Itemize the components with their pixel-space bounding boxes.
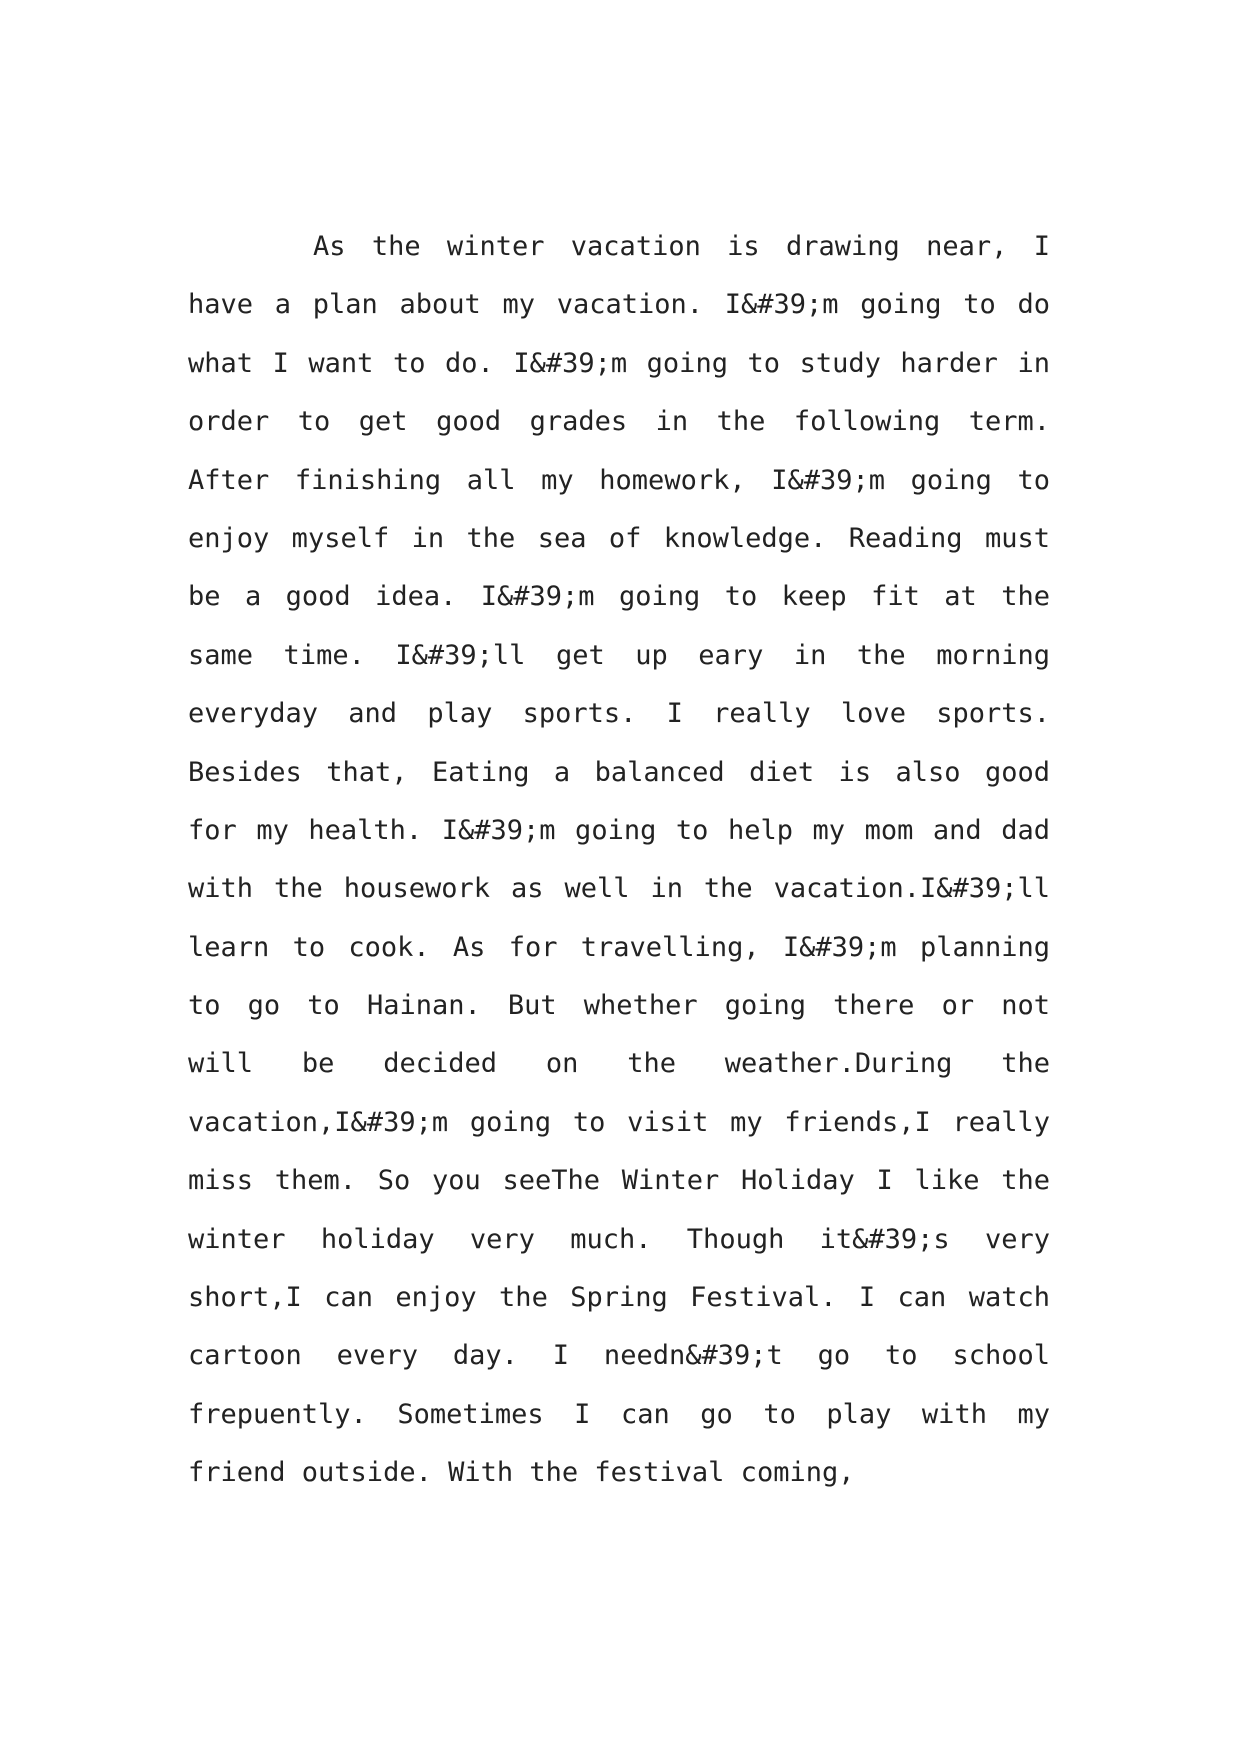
paragraph-line-10: Besides that, Eating a balanced diet is also good bbox=[188, 756, 1050, 788]
paragraph-line-8: same time. I&#39;ll get up eary in the morning bbox=[188, 639, 1050, 671]
paragraph-line-18: winter holiday very much. Though it&#39;s very bbox=[188, 1223, 1050, 1255]
paragraph-line-22: friend outside. With the festival coming, bbox=[188, 1457, 855, 1489]
paragraph-line-12: with the housework as well in the vacation.I&#39;ll bbox=[188, 873, 1050, 905]
paragraph-line-1: As the winter vacation is drawing near, I bbox=[313, 231, 1050, 262]
paragraph-line-21: frepuently. Sometimes I can go to play with my bbox=[188, 1398, 1050, 1430]
paragraph-line-14: to go to Hainan. But whether going there or not bbox=[188, 990, 1050, 1022]
paragraph-line-7: be a good idea. I&#39;m going to keep fit at the bbox=[188, 581, 1050, 613]
paragraph-line-4: order to get good grades in the following term. bbox=[188, 406, 1050, 438]
paragraph-line-3: what I want to do. I&#39;m going to study harder in bbox=[188, 347, 1050, 379]
paragraph-line-6: enjoy myself in the sea of knowledge. Reading must bbox=[188, 522, 1050, 554]
paragraph-line-15: will be decided on the weather.During the bbox=[188, 1048, 1050, 1080]
paragraph-line-9: everyday and play sports. I really love sports. bbox=[188, 698, 1050, 730]
paragraph-line-5: After finishing all my homework, I&#39;m going to bbox=[188, 464, 1050, 496]
paragraph-line-16: vacation,I&#39;m going to visit my friends,I really bbox=[188, 1106, 1050, 1138]
paragraph-line-20: cartoon every day. I needn&#39;t go to school bbox=[188, 1340, 1050, 1372]
paragraph-line-2: have a plan about my vacation. I&#39;m going to do bbox=[188, 289, 1050, 321]
paragraph-line-17: miss them. So you seeThe Winter Holiday I like the bbox=[188, 1165, 1050, 1197]
paragraph-line-13: learn to cook. As for travelling, I&#39;m planning bbox=[188, 931, 1050, 963]
paragraph-line-11: for my health. I&#39;m going to help my mom and dad bbox=[188, 814, 1050, 846]
paragraph-line-19: short,I can enjoy the Spring Festival. I can watch bbox=[188, 1282, 1050, 1314]
body-paragraph bbox=[188, 218, 1050, 1503]
